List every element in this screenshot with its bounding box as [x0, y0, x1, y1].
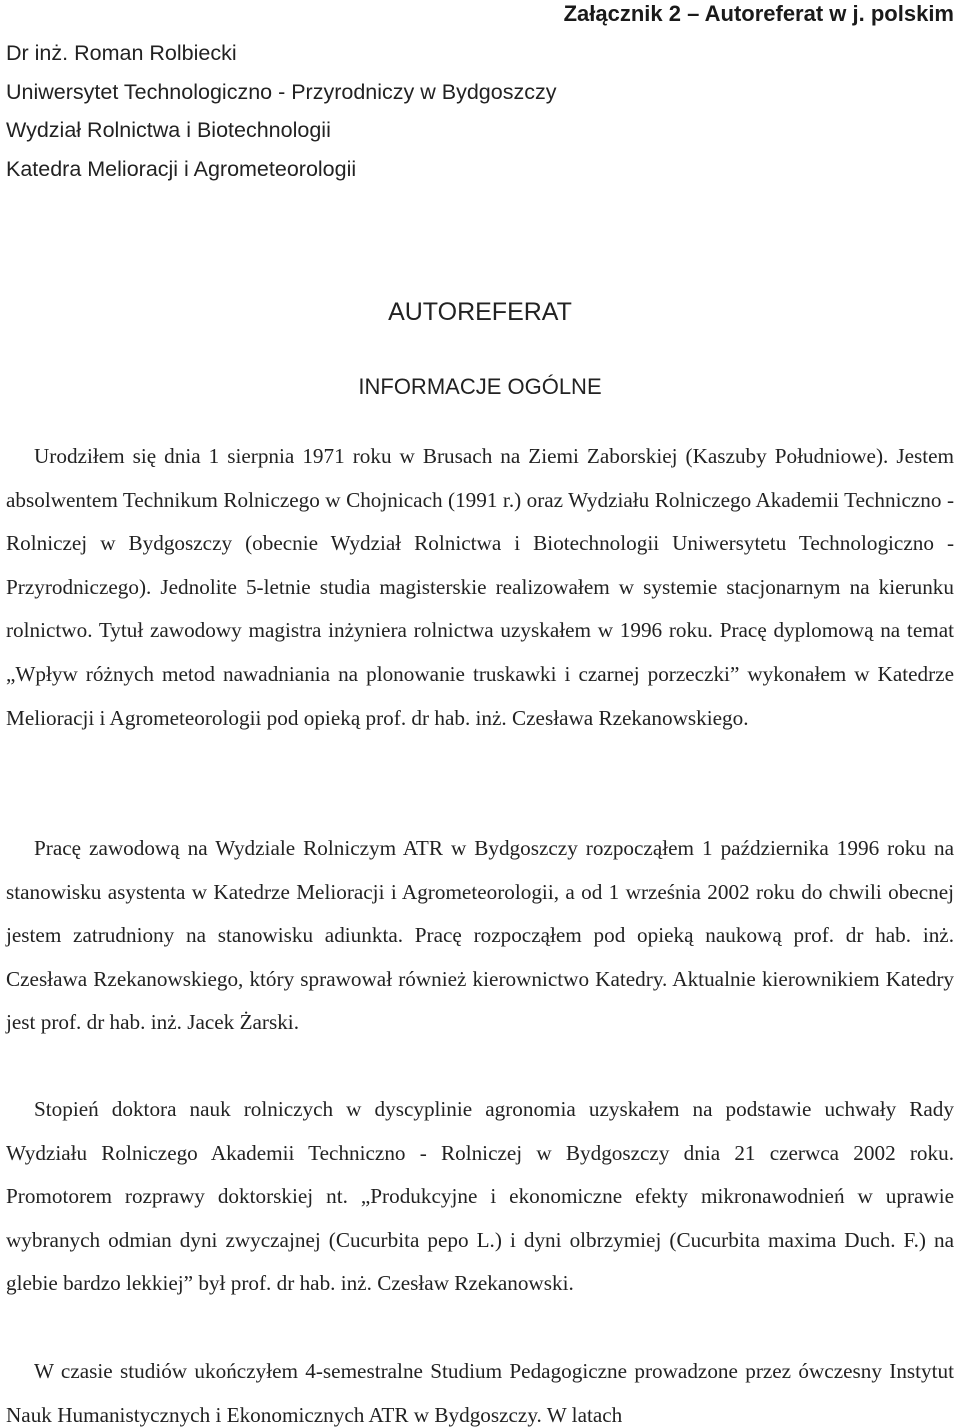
- annex-header: Załącznik 2 – Autoreferat w j. polskim: [563, 1, 954, 26]
- paragraph-text: Stopień doktora nauk rolniczych w dyscyplinie agronomia uzyskałem na podstawie uchwały Rady Wydziału Rolniczego Akademii Techniczno - Rolniczej w Bydgoszczy dnia 21 czerwca 2002 roku. Promotorem rozprawy doktorskiej nt. „Produkcyjne i ekonomiczne efekty mikronawodnień w uprawie wybranych odmian dyni zwyczajnej (Cucurbita pepo L.) i dyni olbrzymiej (Cucurbita maxima Duch. F.) na glebie bardzo lekkiej” był prof. dr hab. inż. Czesław Rzekanowski.: [6, 1097, 954, 1296]
- paragraph-biography: [6, 435, 954, 740]
- paragraph-text: Urodziłem się dnia 1 sierpnia 1971 roku w Brusach na Ziemi Zaborskiej (Kaszuby Południowe). Jestem absolwentem Technikum Rolniczego w Chojnicach (1991 r.) oraz Wydziału Rolniczego Akademii Techniczno - Rolniczej w Bydgoszczy (obecnie Wydział Rolnictwa i Biotechnologii Uniwersytetu Technologiczno - Przyrodniczego). Jednolite 5-letnie studia magisterskie realizowałem w systemie stacjonarnym na kierunku rolnictwo. Tytuł zawodowy magistra inżyniera rolnictwa uzyskałem w 1996 roku. Pracę dyplomową na temat „Wpływ różnych metod nawadniania na plonowanie truskawki i czarnej porzeczki” wykonałem w Katedrze Melioracji i Agrometeorologii pod opieką prof. dr hab. inż. Czesława Rzekanowskiego.: [6, 444, 954, 730]
- author-name: Dr inż. Roman Rolbiecki: [6, 41, 237, 65]
- paragraph-employment: [6, 827, 954, 1045]
- paragraph-text: Pracę zawodową na Wydziale Rolniczym ATR w Bydgoszczy rozpocząłem 1 października 1996 roku na stanowisku asystenta w Katedrze Melioracji i Agrometeorologii, a od 1 września 2002 roku do chwili obecnej jestem zatrudniony na stanowisku adiunkta. Pracę rozpocząłem pod opieką naukową prof. dr hab. inż. Czesława Rzekanowskiego, który sprawował również kierownictwo Katedry. Aktualnie kierownikiem Katedry jest prof. dr hab. inż. Jacek Żarski.: [6, 836, 954, 1035]
- paragraph-text: W czasie studiów ukończyłem 4-semestralne Studium Pedagogiczne prowadzone przez ówczesny Instytut Nauk Humanistycznych i Ekonomicznych ATR w Bydgoszczy. W latach: [6, 1359, 954, 1427]
- university-name: Uniwersytet Technologiczno - Przyrodniczy w Bydgoszczy: [6, 79, 557, 104]
- faculty-name: Wydział Rolnictwa i Biotechnologii: [6, 118, 331, 142]
- section-heading: INFORMACJE OGÓLNE: [358, 374, 602, 399]
- paragraph-pedagogical-studies: [6, 1350, 954, 1428]
- paragraph-doctorate: [6, 1088, 954, 1306]
- author-affiliation: [6, 34, 556, 188]
- document-title: AUTOREFERAT: [388, 298, 572, 326]
- department-name: Katedra Melioracji i Agrometeorologii: [6, 156, 357, 181]
